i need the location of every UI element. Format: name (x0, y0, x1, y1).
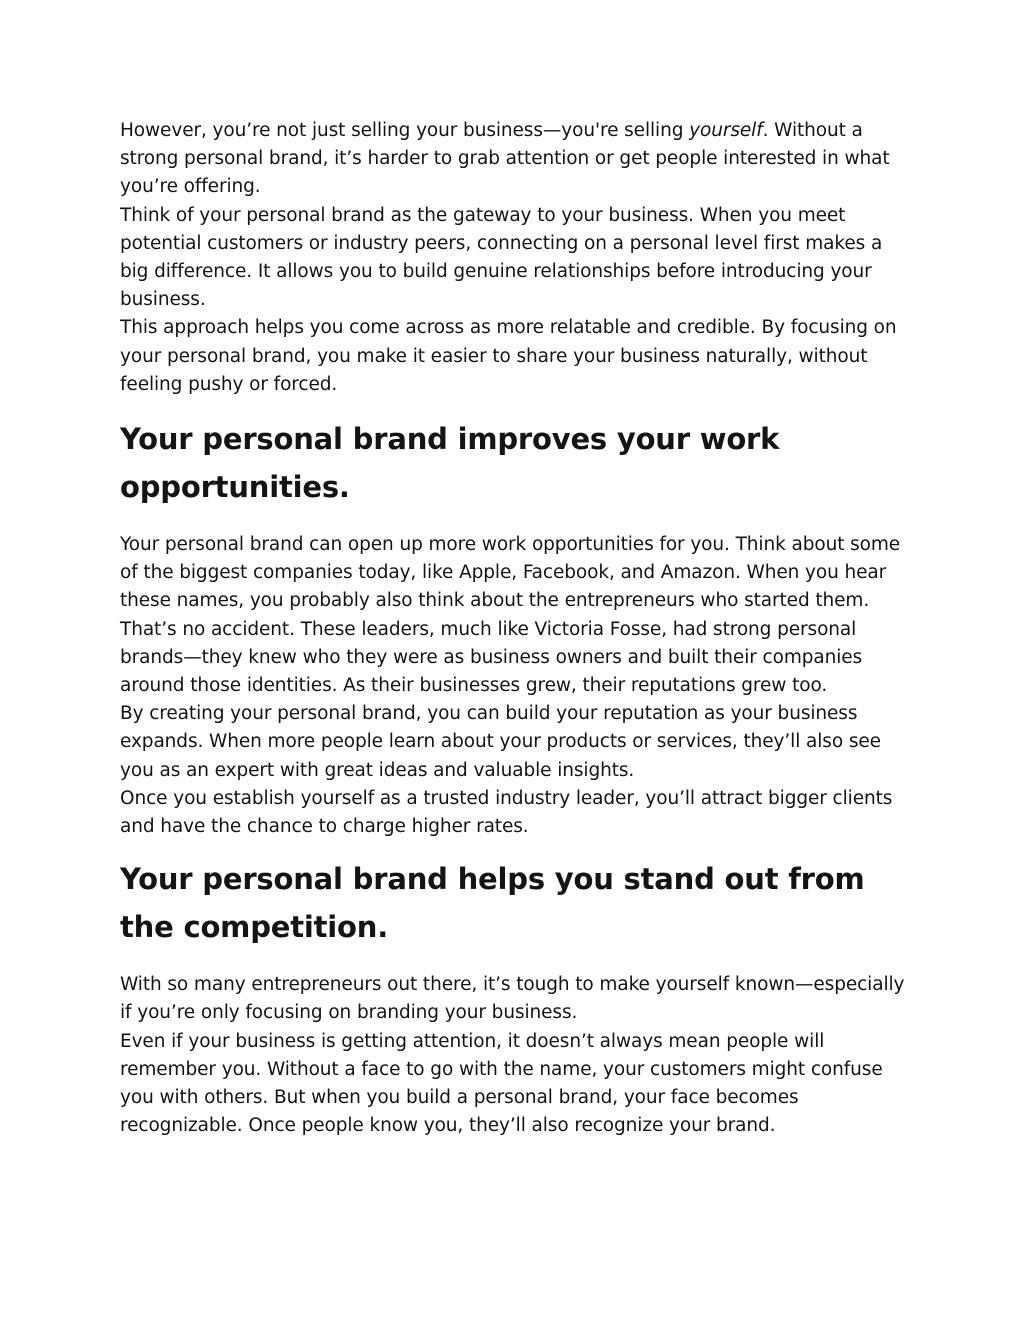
section-heading-work-opportunities: Your personal brand improves your work opportunities. (120, 422, 780, 505)
intro-paragraph-2: Think of your personal brand as the gateway to your business. When you meet potential customers or industry peers, connecting on a personal level first makes a big difference. It allows you to build genuine relationships before introducing your business. (120, 204, 883, 311)
section-heading-stand-out: Your personal brand helps you stand out from the competition. (120, 862, 865, 945)
section2-paragraph-2: Even if your business is getting attention, it doesn’t always mean people will remember you. Without a face to go with the name, your customers might confuse you with others. But when you build a personal brand, your face becomes recognizable. Once people know you, they’ll also recognize your brand. (120, 1030, 883, 1137)
intro-paragraph-1 (120, 117, 910, 202)
intro-paragraph-3: This approach helps you come across as more relatable and credible. By focusing on your personal brand, you make it easier to share your business naturally, without feeling pushy or forced. (120, 317, 897, 395)
section1-paragraph-3: Once you establish yourself as a trusted industry leader, you’ll attract bigger clients and have the chance to charge higher rates. (120, 787, 893, 838)
section1-paragraph-1: Your personal brand can open up more work opportunities for you. Think about some of the biggest companies today, like Apple, Facebook, and Amazon. When you hear these names, you probably also think about the entrepreneurs who started them. That’s no accident. These leaders, much like Victoria Fosse, had strong personal brands—they knew who they were as business owners and built their companies around those identities. As their businesses grew, their reputations grew too. (120, 534, 901, 697)
intro-p1-text: However, you’re not just selling your business—you're selling (120, 120, 690, 141)
intro-p1-emphasis: yourself (689, 120, 763, 141)
document-page (120, 117, 910, 1140)
intro-p1-text-end: . Without a strong personal brand, it’s harder to grab attention or get people interested in what you’re offering. (120, 120, 890, 198)
section1-paragraph-2: By creating your personal brand, you can build your reputation as your business expands. When more people learn about your products or services, they’ll also see you as an expert with great ideas and valuable insights. (120, 703, 881, 781)
section2-paragraph-1: With so many entrepreneurs out there, it’s tough to make yourself known—especially if you’re only focusing on branding your business. (120, 974, 905, 1024)
